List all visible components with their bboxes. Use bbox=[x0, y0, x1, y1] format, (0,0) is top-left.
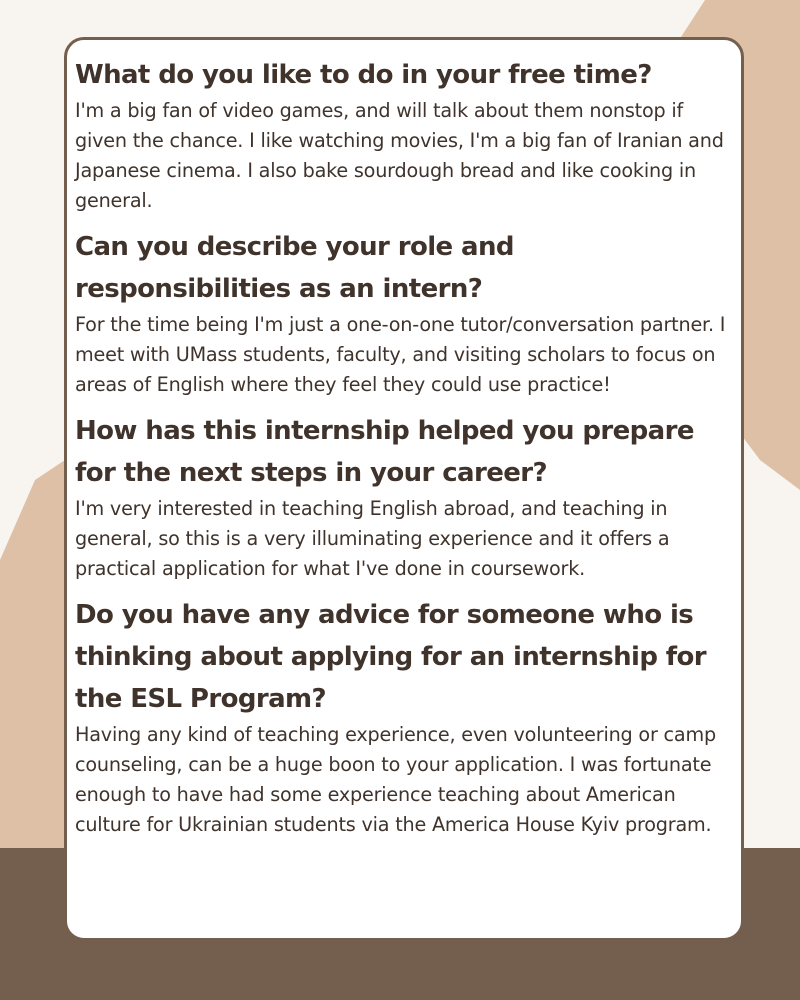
answer-text: I'm very interested in teaching English abroad, and teaching in general, so this is a very illuminating experience and it offers a practical application for what I've done in coursework. bbox=[75, 497, 670, 580]
qa-item-advice bbox=[75, 594, 733, 840]
qa-item-role bbox=[75, 226, 733, 400]
qa-card bbox=[64, 37, 744, 941]
question-heading: What do you like to do in your free time? bbox=[75, 60, 652, 90]
answer-text: Having any kind of teaching experience, even volunteering or camp counseling, can be a huge boon to your application. I was fortunate enough to have had some experience teaching about American culture for Ukrainian students via the America House Kyiv program. bbox=[75, 723, 716, 836]
answer-text: I'm a big fan of video games, and will talk about them nonstop if given the chance. I like watching movies, I'm a big fan of Iranian and Japanese cinema. I also bake sourdough bread and like cooking in general. bbox=[75, 99, 724, 212]
question-heading: Do you have any advice for someone who is thinking about applying for an internship for the ESL Program? bbox=[75, 600, 706, 714]
qa-item-career bbox=[75, 410, 733, 584]
question-heading: Can you describe your role and responsibilities as an intern? bbox=[75, 232, 514, 304]
answer-text: For the time being I'm just a one-on-one tutor/conversation partner. I meet with UMass students, faculty, and visiting scholars to focus on areas of English where they feel they could use practice! bbox=[75, 313, 726, 396]
question-heading: How has this internship helped you prepare for the next steps in your career? bbox=[75, 416, 694, 488]
qa-item-free-time bbox=[75, 54, 733, 216]
